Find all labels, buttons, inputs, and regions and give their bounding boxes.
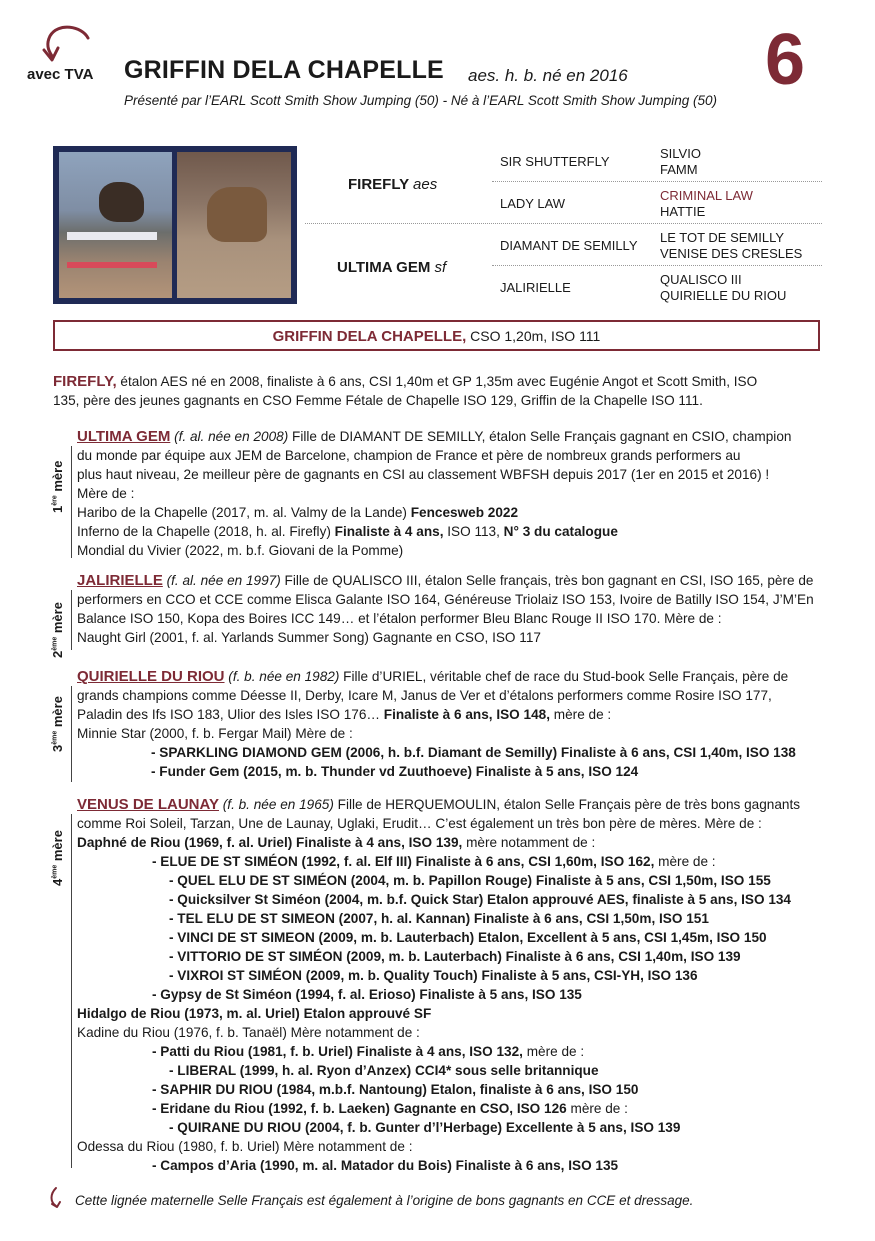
descendant-row: - QUEL ELU DE ST SIMÉON (2004, m. b. Papillon Rouge) Finaliste à 5 ans, CSI 1,50m, ISO 155	[169, 873, 771, 888]
descendant-row: - Campos d’Aria (1990, m. al. Matador du Bois) Finaliste à 6 ans, ISO 135	[152, 1158, 619, 1173]
descendant-row: - Patti du Riou (1981, f. b. Uriel) Finaliste à 4 ans, ISO 132, mère de :	[152, 1044, 585, 1059]
ggp-5: LE TOT DE SEMILLY	[660, 230, 785, 245]
gp-sire-dam: LADY LAW	[500, 196, 566, 211]
gp-dam-sire: DIAMANT DE SEMILLY	[500, 238, 638, 253]
section-bar-2	[71, 590, 72, 650]
tva-label: avec TVA	[27, 66, 94, 83]
descendant-row: Daphné de Riou (1969, f. al. Uriel) Finaliste à 4 ans, ISO 139, mère notamment de :	[77, 835, 596, 850]
ggp-7: QUALISCO III	[660, 272, 742, 287]
generation-label-2: 2ème mère	[50, 602, 65, 658]
dam-2-section: JALIRIELLE (f. al. née en 1997) Fille de QUALISCO III, étalon Selle français, très bon gagnant en CSI, ISO 165, père de performers en CCO et CCE comme Elisca Galante ISO 164, Généreuse Triolaiz ISO 153, Ivoire de Batilly ISO 154, J’M’En Balance ISO 150, Kopa des Boires ICC 149… et l’étalon performer Bleu Blanc Rouge II ISO 170. Mère de : Naught Girl (2001, f. al. Yarlands Summer Song) Gagnante en CSO, ISO 117	[77, 572, 814, 645]
lot-number: 6	[765, 20, 806, 100]
curved-arrow-small-icon	[48, 1186, 70, 1210]
sire-name: FIREFLY aes	[348, 176, 438, 193]
ggp-3: CRIMINAL LAW	[660, 188, 753, 203]
ggp-6: VENISE DES CRESLES	[660, 246, 803, 261]
pedigree-divider-main	[305, 223, 822, 224]
descendant-row: - Eridane du Riou (1992, f. b. Laeken) Gagnante en CSO, ISO 126 mère de :	[152, 1101, 628, 1116]
section-bar-1	[71, 446, 72, 558]
descendant-row: - LIBERAL (1999, h. al. Ryon d’Anzex) CCI4* sous selle britannique	[169, 1063, 599, 1078]
descendant-row: - Quicksilver St Siméon (2004, m. b.f. Quick Star) Etalon approuvé AES, finaliste à 5 ans, ISO 134	[169, 892, 791, 907]
descendant-row: - VIXROI ST SIMÉON (2009, m. b. Quality Touch) Finaliste à 5 ans, CSI-YH, ISO 136	[169, 968, 698, 983]
descendant-row: - VINCI DE ST SIMEON (2009, m. b. Lauterbach) Etalon, Excellent à 5 ans, CSI 1,45m, ISO 150	[169, 930, 767, 945]
generation-label-3: 3ème mère	[50, 696, 65, 752]
dam-3-section: QUIRIELLE DU RIOU (f. b. née en 1982) Fille d’URIEL, véritable chef de race du Stud-book Selle Français, père de grands champions comme Déesse II, Derby, Icare M, Janus de Ver et d’étalons performers comme Rosire ISO 177, Paladin des Ifs ISO 183, Ulior des Isles ISO 176… Finaliste à 6 ans, ISO 148, mère de : Minnie Star (2000, f. b. Fergar Mail) Mère de : - SPARKLING DIAMOND GEM (2006, h. b.f. Diamant de Semilly) Finaliste à 6 ans, CSI 1,40m, ISO 138 - Funder Gem (2015, m. b. Thunder vd Zuuthoeve) Finaliste à 5 ans, ISO 124	[77, 668, 796, 779]
horse-title: GRIFFIN DELA CHAPELLE	[124, 56, 444, 84]
dam-name: ULTIMA GEM sf	[337, 259, 447, 276]
fence-rail-red	[67, 262, 157, 268]
ggp-8: QUIRIELLE DU RIOU	[660, 288, 787, 303]
descendant-row: - SAPHIR DU RIOU (1984, m.b.f. Nantoung) Etalon, finaliste à 6 ans, ISO 150	[152, 1082, 639, 1097]
descendant-row: - TEL ELU DE ST SIMEON (2007, h. al. Kannan) Finaliste à 6 ans, CSI 1,50m, ISO 151	[169, 911, 709, 926]
descendant-row: Kadine du Riou (1976, f. b. Tanaël) Mère notamment de :	[77, 1025, 420, 1040]
descendant-row: Hidalgo de Riou (1973, m. al. Uriel) Etalon approuvé SF	[77, 1006, 432, 1021]
descendant-row: - VITTORIO DE ST SIMÉON (2009, m. b. Lauterbach) Finaliste à 6 ans, CSI 1,40m, ISO 139	[169, 949, 741, 964]
ggp-2: FAMM	[660, 162, 698, 177]
jumping-horse	[99, 182, 144, 222]
ggp-4: HATTIE	[660, 204, 706, 219]
standing-horse	[207, 187, 267, 242]
gp-sire-sire: SIR SHUTTERFLY	[500, 154, 610, 169]
gp-dam-dam: JALIRIELLE	[500, 280, 571, 295]
jumping-photo	[59, 152, 172, 298]
pedigree-divider-2	[492, 265, 822, 266]
descendant-row: - Gypsy de St Siméon (1994, f. al. Erioso) Finaliste à 5 ans, ISO 135	[152, 987, 582, 1002]
descendant-row: Odessa du Riou (1980, f. b. Uriel) Mère notamment de :	[77, 1139, 413, 1154]
pedigree-divider-1	[492, 181, 822, 182]
presented-by: Présenté par l’EARL Scott Smith Show Jumping (50) - Né à l’EARL Scott Smith Show Jumping (50)	[124, 93, 718, 108]
descendant-row: - QUIRANE DU RIOU (2004, f. b. Gunter d’l’Herbage) Excellente à 5 ans, ISO 139	[169, 1120, 681, 1135]
sire-description: FIREFLY, étalon AES né en 2008, finaliste à 6 ans, CSI 1,40m et GP 1,35m avec Eugénie Angot et Scott Smith, ISO 135, père des jeunes gagnants en CSO Femme Fétale de Chapelle ISO 129, Griffin de la Chapelle ISO 111.	[53, 373, 758, 408]
fence-rail	[67, 232, 157, 240]
ggp-1: SILVIO	[660, 146, 701, 161]
dam-1-section: ULTIMA GEM (f. al. née en 2008) Fille de DIAMANT DE SEMILLY, étalon Selle Français gagnant en CSIO, champion du monde par équipe aux JEM de Barcelone, champion de France et père de nombreux grands performers au plus haut niveau, 2e meilleur père de gagnants en CSI au classement WBFSH depuis 2017 (1er en 2015 et 2016) ! Mère de : Haribo de la Chapelle (2017, m. al. Valmy de la Lande) Fencesweb 2022 Inferno de la Chapelle (2018, h. al. Firefly) Finaliste à 4 ans, ISO 113, N° 3 du catalogue Mondial du Vivier (2022, m. b.f. Giovani de la Pomme)	[77, 428, 792, 558]
dam-4-section: VENUS DE LAUNAY (f. b. née en 1965) Fille de HERQUEMOULIN, étalon Selle Français père de très bons gagnants comme Roi Soleil, Tarzan, Une de Launay, Uglaki, Erudit… C’est également un très bon père de mères. Mère de : Daphné de Riou (1969, f. al. Uriel) Finaliste à 4 ans, ISO 139, mère notamment de : - ELUE DE ST SIMÉON (1992, f. al. Elf III) Finaliste à 6 ans, CSI 1,60m, ISO 162, mère de : - QUEL ELU DE ST SIMÉON (2004, m. b. Papillon Rouge) Finaliste à 5 ans, CSI 1,50m, ISO 155 - Quicksilver St Siméon (2004, m. b.f. Quick Star) Etalon approuvé AES, finaliste à 5 ans, ISO 134 - TEL ELU DE ST SIMEON (2007, h. al. Kannan) Finaliste à 6 ans, CSI 1,50m, ISO 151 - VINCI DE ST SIMEON (2009, m. b. Lauterbach) Etalon, Excellent à 5 ans, CSI 1,45m, ISO 150 - VITTORIO DE ST SIMÉON (2009, m. b. Lauterbach) Finaliste à 6 ans, CSI 1,40m, ISO 139 - VIXROI ST SIMÉON (2009, m. b. Quality Touch) Finaliste à 5 ans, CSI-YH, ISO 136 - Gypsy de St Siméon (1994, f. al. Erioso) Finaliste à 5 ans, ISO 135 Hidalgo de Riou (1973, m. al. Uriel) Etalon approuvé SF Kadine du Riou (1976, f. b. Tanaël) Mère notamment de : - Patti du Riou (1981, f. b. Uriel) Finaliste à 4 ans, ISO 132, mère de : - LIBERAL (1999, h. al. Ryon d’Anzex) CCI4* sous selle britannique - SAPHIR DU RIOU (1984, m.b.f. Nantoung) Etalon, finaliste à 6 ans, ISO 150 - Eridane du Riou (1992, f. b. Laeken) Gagnante en CSO, ISO 126 mère de : - QUIRANE DU RIOU (2004, f. b. Gunter d’l’Herbage) Excellente à 5 ans, ISO 139 Odessa du Riou (1980, f. b. Uriel) Mère notamment de : - Campos d’Aria (1990, m. al. Matador du Bois) Finaliste à 6 ans, ISO 135	[77, 796, 801, 1173]
performance-box: GRIFFIN DELA CHAPELLE, CSO 1,20m, ISO 111	[53, 320, 820, 351]
footer-note: Cette lignée maternelle Selle Français est également à l’origine de bons gagnants en CCE et dressage.	[75, 1193, 694, 1208]
section-bar-3	[71, 686, 72, 782]
horse-subtitle: aes. h. b. né en 2016	[468, 66, 628, 85]
generation-label-4: 4ème mère	[50, 830, 65, 886]
standing-photo	[177, 152, 291, 298]
generation-label-1: 1ère mère	[50, 460, 65, 513]
descendant-row: - ELUE DE ST SIMÉON (1992, f. al. Elf III) Finaliste à 6 ans, CSI 1,60m, ISO 162, mère de :	[152, 854, 716, 869]
horse-photo	[53, 146, 297, 304]
section-bar-4	[71, 814, 72, 1168]
curved-arrow-icon	[38, 22, 94, 64]
